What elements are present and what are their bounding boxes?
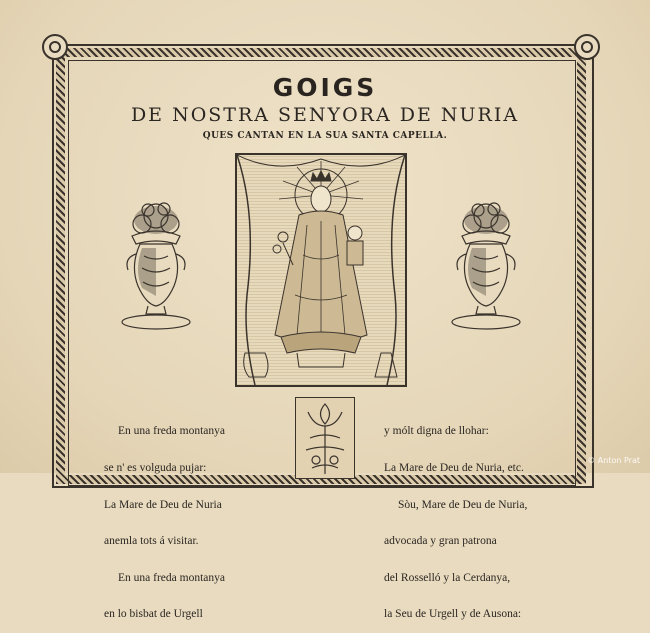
verse-line: se n' es volguda pujar:: [104, 462, 207, 475]
verse-line: en lo bisbat de Urgell: [104, 608, 203, 621]
verse-line: En una freda montanya: [118, 571, 225, 584]
flower-vase-left-illustration: [118, 196, 194, 336]
verse-line: anemla tots á visitar.: [104, 535, 199, 548]
verse-line: La Mare de Deu de Nuria, etc.: [384, 462, 524, 475]
verse-line: del Rosselló y la Cerdanya,: [384, 571, 511, 584]
verse-column-left: [104, 401, 225, 633]
verse-line: y mólt digna de llohar:: [384, 425, 489, 438]
verse-column-right: [384, 401, 527, 633]
verse-line: La Mare de Deu de Nuria: [104, 498, 222, 511]
document-subtitle: DE NOSTRA SENYORA DE NURIA: [130, 104, 520, 126]
verse-line: la Seu de Urgell y de Ausona:: [384, 608, 522, 621]
fleur-ornament-icon: [296, 398, 354, 478]
virgin-figure-icon: [237, 155, 405, 385]
verse-line: En una freda montanya: [118, 425, 225, 438]
corner-rosette-top-left: [42, 34, 68, 60]
document-tagline: QUES CANTAN EN LA SUA SANTA CAPELLA.: [202, 131, 448, 141]
virgin-engraving-illustration: [235, 153, 407, 387]
central-ornament-panel: [295, 397, 355, 479]
verse-line: advocada y gran patrona: [384, 535, 497, 548]
document-title: GOIGS: [272, 73, 378, 102]
flower-vase-right-illustration: [448, 196, 524, 336]
photo-credit-watermark: © Anton Prat: [587, 456, 640, 465]
verse-line: Sòu, Mare de Deu de Nuria,: [398, 498, 528, 511]
corner-rosette-top-right: [574, 34, 600, 60]
